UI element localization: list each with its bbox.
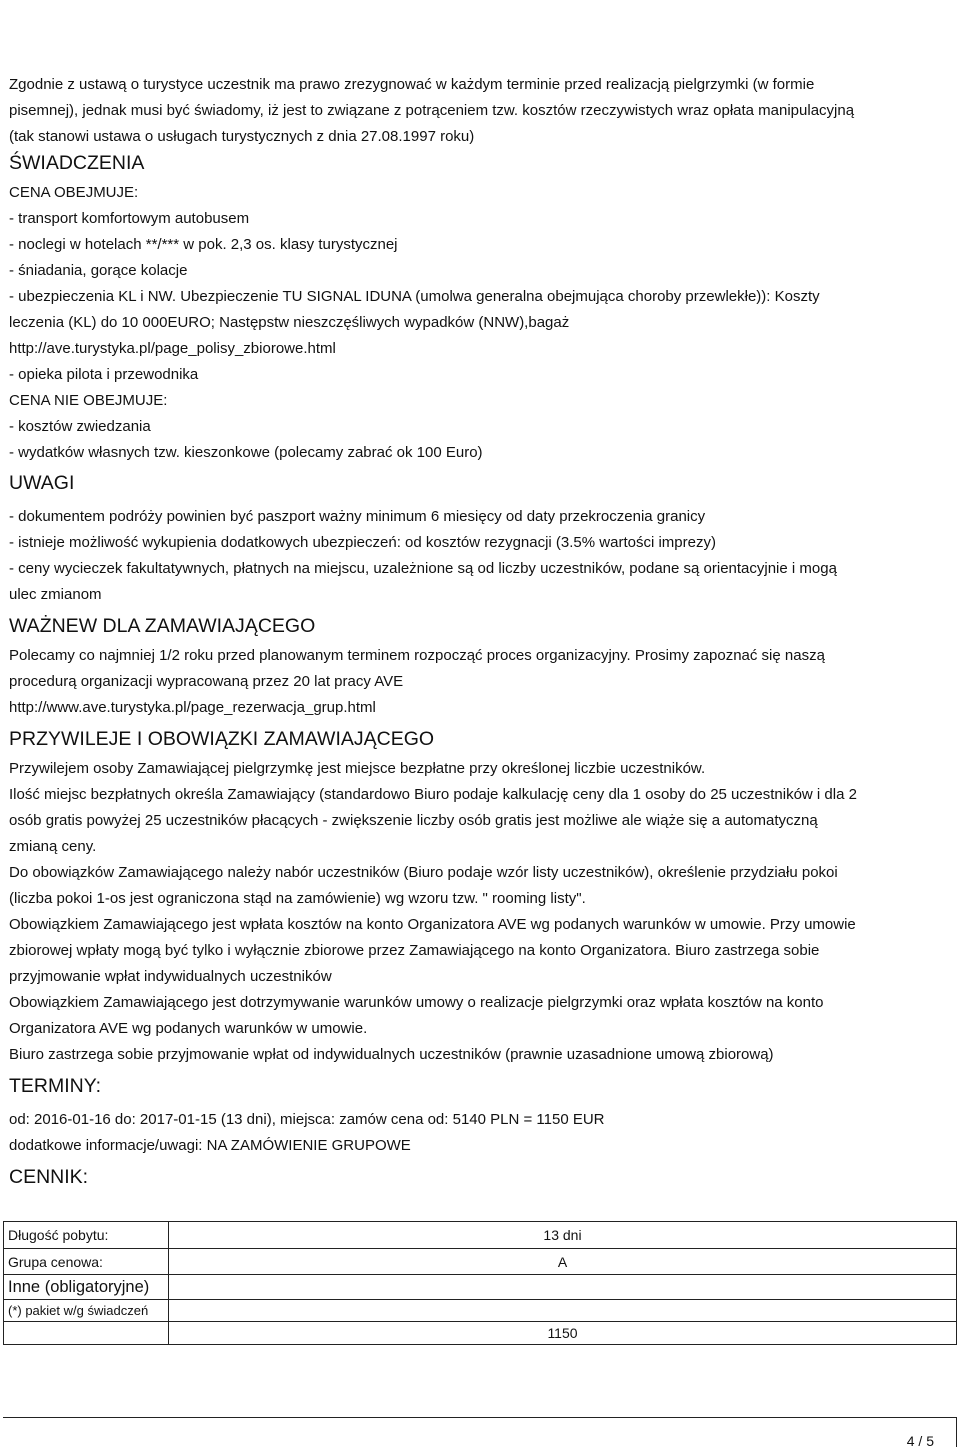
przywileje-line: zbiorowej wpłaty mogą być tylko i wyłącznie zbiorowe przez Zamawiającego na konto Organizatora. Biuro zastrzega sobie xyxy=(9,942,820,959)
przywileje-line: Przywilejem osoby Zamawiającej pielgrzymkę jest miejsce bezpłatne przy określonej liczbie uczestników. xyxy=(9,760,706,777)
wazne-line-1: Polecamy co najmniej 1/2 roku przed planowanym terminem rozpocząć proces organizacyjny. Prosimy zapoznać się naszą xyxy=(9,647,825,664)
intro-line-1: Zgodnie z ustawą o turystyce uczestnik ma prawo zrezygnować w każdym terminie przed realizacją pielgrzymki (w formie xyxy=(9,76,815,93)
table-row xyxy=(4,1322,957,1345)
price-table xyxy=(3,1221,957,1345)
section-heading-cennik: CENNIK: xyxy=(9,1166,89,1188)
przywileje-line: zmianą ceny. xyxy=(9,838,97,855)
section-heading-terminy: TERMINY: xyxy=(9,1075,102,1097)
includes-item: - śniadania, gorące kolacje xyxy=(9,262,188,279)
section-heading-wazne: WAŻNEW DLA ZAMAWIAJĄCEGO xyxy=(9,615,316,637)
table-cell-label: (*) pakiet w/g świadczeń xyxy=(4,1300,169,1322)
terminy-line-1: od: 2016-01-16 do: 2017-01-15 (13 dni), miejsca: zamów cena od: 5140 PLN = 1150 EUR xyxy=(9,1111,605,1128)
table-row xyxy=(4,1300,957,1322)
includes-item: - noclegi w hotelach **/*** w pok. 2,3 os. klasy turystycznej xyxy=(9,236,398,253)
document-body xyxy=(9,72,955,1190)
uwagi-item: - ceny wycieczek fakultatywnych, płatnych na miejscu, uzależnione są od liczby uczestników, podane są orientacyjnie i mogą xyxy=(9,560,837,577)
section-heading-swiadczenia: ŚWIADCZENIA xyxy=(9,152,145,174)
excludes-item: - kosztów zwiedzania xyxy=(9,418,151,435)
przywileje-line: Biuro zastrzega sobie przyjmowanie wpłat od indywidualnych uczestników (prawnie uzasadnione umową zbiorową) xyxy=(9,1046,774,1063)
section-heading-przywileje: PRZYWILEJE I OBOWIĄZKI ZAMAWIAJĄCEGO xyxy=(9,728,435,750)
excludes-item: - wydatków własnych tzw. kieszonkowe (polecamy zabrać ok 100 Euro) xyxy=(9,444,483,461)
insurance-line-1: - ubezpieczenia KL i NW. Ubezpieczenie TU SIGNAL IDUNA (umolwa generalna obejmująca choroby przewlekłe)): Koszty xyxy=(9,288,820,305)
includes-pilot: - opieka pilota i przewodnika xyxy=(9,366,199,383)
intro-line-2: pisemnej), jednak musi być świadomy, iż jest to związane z potrąceniem tzw. kosztów rzeczywistych wraz opłata manipulacyjną xyxy=(9,102,855,119)
przywileje-line: Obowiązkiem Zamawiającego jest wpłata kosztów na konto Organizatora AVE wg podanych warunków w umowie. Przy umowie xyxy=(9,916,856,933)
insurance-line-2: leczenia (KL) do 10 000EURO; Następstw nieszczęśliwych wypadków (NNW),bagaż xyxy=(9,314,570,331)
table-row xyxy=(4,1275,957,1300)
table-cell-label: Długość pobytu: xyxy=(4,1222,169,1249)
wazne-line-2: procedurą organizacji wypracowaną przez 20 lat pracy AVE xyxy=(9,673,404,690)
table-cell-value xyxy=(169,1275,957,1300)
includes-item: - transport komfortowym autobusem xyxy=(9,210,250,227)
przywileje-line: przyjmowanie wpłat indywidualnych uczestników xyxy=(9,968,332,985)
page-footer xyxy=(3,1417,957,1447)
insurance-link[interactable]: http://ave.turystyka.pl/page_polisy_zbiorowe.html xyxy=(9,340,336,357)
table-cell-label: Inne (obligatoryjne) xyxy=(4,1275,169,1300)
table-cell-label: Grupa cenowa: xyxy=(4,1249,169,1275)
intro-line-3: (tak stanowi ustawa o usługach turystycznych z dnia 27.08.1997 roku) xyxy=(9,128,475,145)
przywileje-line: Organizatora AVE wg podanych warunków w umowie. xyxy=(9,1020,368,1037)
przywileje-line: (liczba pokoi 1-os jest ograniczona stąd na zamówienie) wg wzoru tzw. " rooming listy". xyxy=(9,890,586,907)
table-cell-value: A xyxy=(169,1249,957,1275)
przywileje-line: Obowiązkiem Zamawiającego jest dotrzymywanie warunków umowy o realizacje pielgrzymki oraz wpłata kosztów na konto xyxy=(9,994,824,1011)
table-cell-price: 1150 xyxy=(169,1322,957,1345)
includes-heading: CENA OBEJMUJE: xyxy=(9,184,139,201)
table-row xyxy=(4,1249,957,1275)
przywileje-line: Ilość miejsc bezpłatnych określa Zamawiający (standardowo Biuro podaje kalkulację ceny dla 1 osoby do 25 uczestników i dla 2 xyxy=(9,786,857,803)
table-row xyxy=(4,1222,957,1249)
przywileje-line: Do obowiązków Zamawiającego należy nabór uczestników (Biuro podaje wzór listy uczestników), określenie przydziału pokoi xyxy=(9,864,838,881)
section-heading-uwagi: UWAGI xyxy=(9,472,75,494)
page-number: 4 / 5 xyxy=(906,1433,934,1449)
przywileje-line: osób gratis powyżej 25 uczestników płacących - zwiększenie liczby osób gratis jest możliwe ale wiąże się a automatyczną xyxy=(9,812,818,829)
table-cell-label xyxy=(4,1322,169,1345)
uwagi-item: ulec zmianom xyxy=(9,586,102,603)
wazne-link[interactable]: http://www.ave.turystyka.pl/page_rezerwacja_grup.html xyxy=(9,699,376,716)
table-cell-value xyxy=(169,1300,957,1322)
terminy-line-2: dodatkowe informacje/uwagi: NA ZAMÓWIENIE GRUPOWE xyxy=(9,1137,411,1154)
uwagi-item: - dokumentem podróży powinien być paszport ważny minimum 6 miesięcy od daty przekroczenia granicy xyxy=(9,508,706,525)
uwagi-item: - istnieje możliwość wykupienia dodatkowych ubezpieczeń: od kosztów rezygnacji (3.5% wartości imprezy) xyxy=(9,534,716,551)
table-cell-value: 13 dni xyxy=(169,1222,957,1249)
excludes-heading: CENA NIE OBEJMUJE: xyxy=(9,392,168,409)
